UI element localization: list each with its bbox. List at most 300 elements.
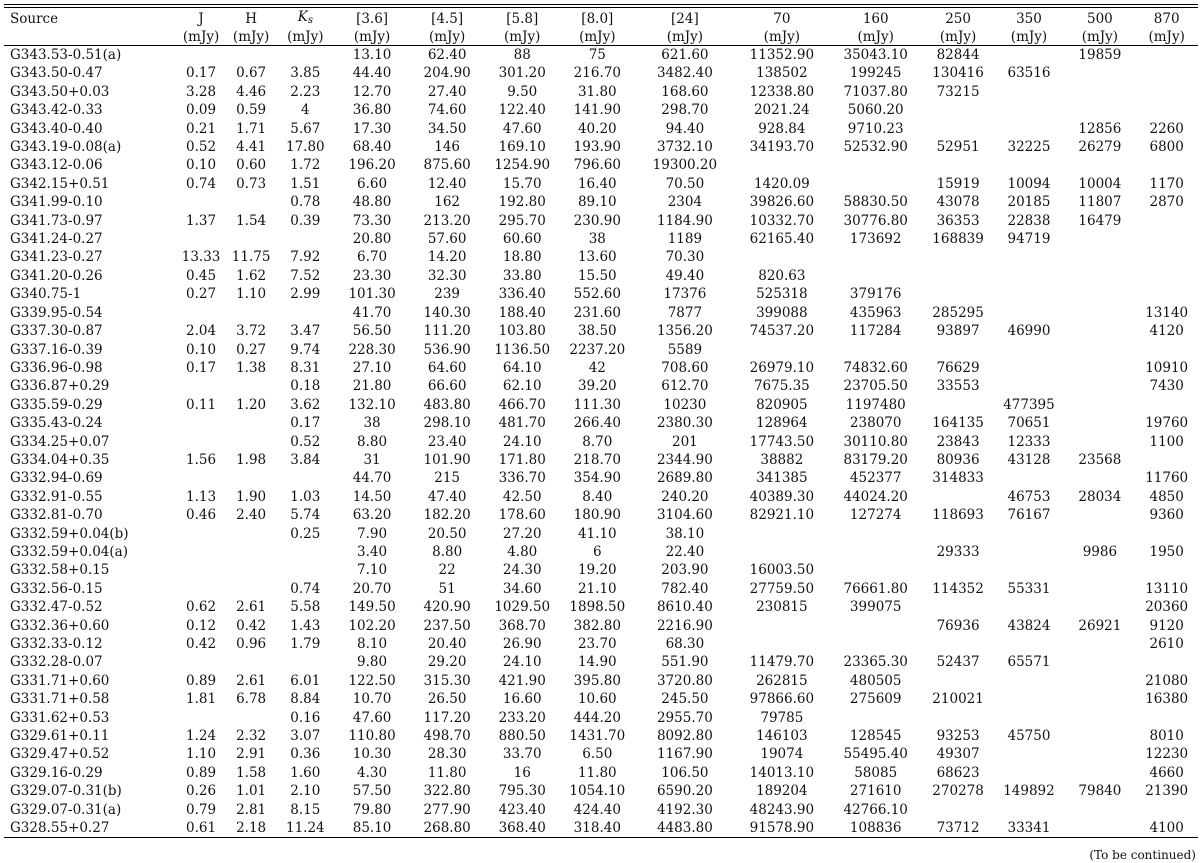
column-unit: (mJy) <box>666 29 704 45</box>
flux-cell <box>1064 285 1135 303</box>
table-row <box>4 764 1198 782</box>
flux-cell: 76167 <box>1007 507 1051 524</box>
flux-cell: 13110 <box>1145 580 1189 597</box>
flux-cell: 314833 <box>932 470 984 487</box>
table-row <box>4 433 1198 451</box>
flux-cell: 74.60 <box>427 102 467 119</box>
flux-cell: 28.30 <box>427 746 467 763</box>
flux-cell: 4.80 <box>507 543 538 560</box>
flux-cell: 14.20 <box>427 249 467 266</box>
flux-cell: 93253 <box>936 728 980 745</box>
flux-cell: 0.96 <box>236 636 267 652</box>
flux-cell: 0.62 <box>186 599 217 616</box>
flux-cell: 7430 <box>1149 378 1184 395</box>
table-row <box>4 285 1198 303</box>
flux-cell: 1029.50 <box>494 599 551 616</box>
flux-cell: 180.90 <box>573 507 621 524</box>
flux-cell: 1.24 <box>186 728 217 745</box>
flux-cell <box>176 709 226 727</box>
flux-cell: 2.23 <box>290 83 321 100</box>
flux-cell: 70.30 <box>665 249 705 266</box>
flux-cell: 17.30 <box>352 120 392 137</box>
flux-cell <box>994 525 1065 543</box>
flux-cell: 8092.80 <box>656 728 713 745</box>
source-cell: G336.96-0.98 <box>10 359 103 376</box>
table-row <box>4 488 1198 506</box>
source-cell: G331.71+0.58 <box>10 691 110 708</box>
column-header: [24] <box>671 11 699 27</box>
flux-cell: 285295 <box>932 304 984 321</box>
flux-cell: 118693 <box>932 507 984 524</box>
flux-cell: 10230 <box>663 396 707 413</box>
flux-cell: 2237.20 <box>569 341 626 358</box>
flux-cell: 23843 <box>936 433 980 450</box>
flux-cell: 551.90 <box>661 654 709 671</box>
photometry-table <box>4 8 1198 837</box>
flux-cell: 17.80 <box>286 139 325 156</box>
flux-cell: 423.40 <box>498 801 546 818</box>
flux-cell: 110.80 <box>348 728 396 745</box>
flux-cell: 238070 <box>849 415 902 432</box>
source-cell: G343.53-0.51(a) <box>10 47 122 63</box>
table-row <box>4 580 1198 598</box>
flux-cell: 230815 <box>756 599 808 616</box>
flux-cell: 2.18 <box>236 820 267 837</box>
flux-cell <box>226 433 276 451</box>
column-header: 870 <box>1153 11 1180 27</box>
flux-cell: 2870 <box>1149 194 1184 211</box>
flux-cell: 43824 <box>1007 617 1051 634</box>
flux-cell: 20360 <box>1145 599 1189 616</box>
flux-cell <box>994 285 1065 303</box>
flux-cell <box>176 543 226 561</box>
flux-cell: 146 <box>434 139 461 156</box>
flux-cell: 51 <box>438 580 456 597</box>
flux-cell: 38882 <box>760 451 804 468</box>
flux-cell: 5.67 <box>290 120 321 137</box>
flux-cell <box>1135 230 1198 248</box>
table-row <box>4 819 1198 837</box>
flux-cell: 322.80 <box>423 783 471 800</box>
flux-cell <box>1135 101 1198 119</box>
column-unit: (mJy) <box>353 29 391 45</box>
source-cell: G342.15+0.51 <box>10 175 110 192</box>
flux-cell: 0.74 <box>186 175 217 192</box>
flux-cell: 4.46 <box>236 83 267 100</box>
flux-cell: 122.40 <box>498 102 546 119</box>
flux-cell: 1.56 <box>186 451 217 468</box>
flux-cell: 7.52 <box>290 267 321 284</box>
flux-cell: 149.50 <box>348 599 396 616</box>
flux-cell: 0.26 <box>186 783 217 800</box>
flux-cell <box>994 304 1065 322</box>
flux-cell: 32.30 <box>427 267 467 284</box>
flux-cell: 0.21 <box>186 120 217 137</box>
flux-cell <box>735 617 829 635</box>
flux-cell: 9710.23 <box>847 120 904 137</box>
flux-cell: 63516 <box>1007 65 1051 82</box>
flux-cell <box>1064 598 1135 616</box>
flux-cell: 12856 <box>1078 120 1122 137</box>
flux-cell: 20185 <box>1007 194 1051 211</box>
table-row <box>4 598 1198 616</box>
flux-cell <box>1135 653 1198 671</box>
flux-cell: 162 <box>434 194 461 211</box>
flux-cell: 4120 <box>1149 323 1184 340</box>
column-unit: (mJy) <box>939 29 977 45</box>
column-header: [3.6] <box>356 11 389 27</box>
flux-cell: 708.60 <box>661 359 709 376</box>
flux-cell <box>1064 322 1135 340</box>
flux-cell: 13.60 <box>577 249 617 266</box>
flux-cell <box>1064 469 1135 487</box>
top-rule <box>4 4 1198 5</box>
flux-cell: 43078 <box>936 194 980 211</box>
flux-cell: 24.10 <box>502 433 542 450</box>
flux-cell: 108836 <box>849 820 902 837</box>
flux-cell: 49.40 <box>665 267 705 284</box>
flux-cell: 70.50 <box>665 175 705 192</box>
table-row <box>4 506 1198 524</box>
flux-cell: 368.70 <box>498 617 546 634</box>
flux-cell <box>923 801 994 819</box>
flux-cell: 421.90 <box>498 672 546 689</box>
flux-cell: 91578.90 <box>749 820 815 837</box>
flux-cell: 477395 <box>1003 396 1055 413</box>
table-row <box>4 690 1198 708</box>
flux-cell: 19.20 <box>577 562 617 579</box>
flux-cell <box>735 156 829 174</box>
flux-cell: 1.90 <box>236 488 267 505</box>
flux-cell: 354.90 <box>573 470 621 487</box>
flux-cell: 6.60 <box>357 175 388 192</box>
flux-cell: 66.60 <box>427 378 467 395</box>
flux-cell: 2344.90 <box>656 451 713 468</box>
source-cell: G329.61+0.11 <box>10 728 110 745</box>
flux-cell <box>829 248 923 266</box>
flux-cell: 19859 <box>1078 47 1122 63</box>
flux-cell <box>1135 46 1198 65</box>
flux-cell <box>226 561 276 579</box>
flux-cell <box>735 543 829 561</box>
flux-cell: 2955.70 <box>656 709 713 726</box>
table-row <box>4 212 1198 230</box>
flux-cell <box>1064 672 1135 690</box>
flux-cell: 23705.50 <box>843 378 908 395</box>
flux-cell: 52532.90 <box>843 139 908 156</box>
flux-cell <box>994 709 1065 727</box>
flux-cell <box>994 377 1065 395</box>
flux-cell: 73.30 <box>352 212 392 229</box>
source-cell: G341.73-0.97 <box>10 212 103 229</box>
flux-cell: 0.78 <box>290 194 321 211</box>
flux-cell: 127274 <box>849 507 902 524</box>
flux-cell <box>1064 801 1135 819</box>
flux-cell: 16380 <box>1145 691 1189 708</box>
flux-cell: 23365.30 <box>843 654 908 671</box>
flux-cell: 189204 <box>756 783 808 800</box>
column-header: 70 <box>773 11 791 27</box>
flux-cell: 68.40 <box>352 139 392 156</box>
column-header: Source <box>10 11 59 27</box>
flux-cell: 128545 <box>849 728 902 745</box>
flux-cell: 782.40 <box>661 580 709 597</box>
flux-cell: 213.20 <box>423 212 471 229</box>
flux-cell <box>226 469 276 487</box>
flux-cell: 266.40 <box>573 415 621 432</box>
flux-cell: 4 <box>301 102 310 119</box>
flux-cell: 30776.80 <box>843 212 908 229</box>
flux-cell: 2216.90 <box>656 617 713 634</box>
flux-cell <box>1064 304 1135 322</box>
flux-cell: 4.41 <box>236 139 267 156</box>
flux-cell <box>1064 267 1135 285</box>
column-unit: (mJy) <box>232 29 270 45</box>
source-cell: G332.59+0.04(b) <box>10 525 129 542</box>
flux-cell <box>1064 525 1135 543</box>
flux-cell <box>923 341 994 359</box>
flux-cell <box>276 469 334 487</box>
flux-cell: 20.50 <box>427 525 467 542</box>
flux-cell <box>994 598 1065 616</box>
flux-cell <box>829 156 923 174</box>
flux-cell: 52951 <box>936 139 980 156</box>
flux-cell: 65571 <box>1007 654 1051 671</box>
flux-cell: 8610.40 <box>656 599 713 616</box>
flux-cell: 11.24 <box>286 820 325 837</box>
flux-cell: 13.33 <box>181 249 221 266</box>
flux-cell: 56.50 <box>352 323 392 340</box>
flux-cell <box>923 635 994 653</box>
column-unit: (mJy) <box>428 29 466 45</box>
flux-cell: 379176 <box>849 286 902 303</box>
flux-cell: 34.60 <box>502 580 542 597</box>
flux-cell <box>1064 359 1135 377</box>
flux-cell <box>1064 83 1135 101</box>
flux-cell: 880.50 <box>498 728 546 745</box>
flux-cell: 141.90 <box>573 102 621 119</box>
flux-cell: 218.70 <box>573 451 621 468</box>
flux-cell <box>923 672 994 690</box>
flux-cell: 1431.70 <box>569 728 626 745</box>
flux-cell: 42 <box>588 359 606 376</box>
flux-cell: 16479 <box>1078 212 1122 229</box>
flux-cell: 6.01 <box>290 672 321 689</box>
flux-cell <box>1135 525 1198 543</box>
flux-cell <box>1135 285 1198 303</box>
flux-cell: 102.20 <box>348 617 396 634</box>
flux-cell: 193.90 <box>573 139 621 156</box>
flux-cell: 27.40 <box>427 83 467 100</box>
flux-cell: 928.84 <box>758 120 806 137</box>
flux-cell <box>923 101 994 119</box>
flux-cell: 5.58 <box>290 599 321 616</box>
flux-cell: 1950 <box>1149 543 1184 560</box>
flux-cell: 2610 <box>1149 636 1184 652</box>
source-cell: G332.36+0.60 <box>10 617 110 634</box>
flux-cell: 4850 <box>1149 488 1184 505</box>
flux-cell: 171.80 <box>498 451 546 468</box>
flux-cell: 3104.60 <box>656 507 713 524</box>
flux-cell: 10.60 <box>577 691 617 708</box>
flux-cell <box>923 156 994 174</box>
flux-cell: 57.60 <box>427 231 467 248</box>
flux-cell: 24.30 <box>502 562 542 579</box>
flux-cell: 3.47 <box>290 323 321 340</box>
flux-cell <box>1064 819 1135 837</box>
flux-cell: 498.70 <box>423 728 471 745</box>
flux-cell: 199245 <box>849 65 902 82</box>
flux-cell: 42766.10 <box>843 801 908 818</box>
flux-cell <box>829 561 923 579</box>
flux-cell: 262815 <box>756 672 808 689</box>
flux-cell <box>1064 101 1135 119</box>
flux-cell: 5589 <box>667 341 703 358</box>
flux-cell: 97866.60 <box>749 691 815 708</box>
flux-cell: 68623 <box>936 764 980 781</box>
table-row <box>4 672 1198 690</box>
header-row-names <box>4 8 1198 29</box>
flux-cell: 117284 <box>849 323 902 340</box>
flux-cell: 7.90 <box>357 525 388 542</box>
flux-cell: 0.45 <box>186 267 217 284</box>
flux-cell <box>829 543 923 561</box>
flux-cell: 382.80 <box>573 617 621 634</box>
flux-cell: 301.20 <box>498 65 546 82</box>
flux-cell: 621.60 <box>661 47 709 63</box>
flux-cell: 245.50 <box>661 691 709 708</box>
flux-cell: 13.10 <box>352 47 392 63</box>
flux-cell: 74832.60 <box>843 359 908 376</box>
flux-cell: 33.70 <box>502 746 542 763</box>
flux-cell: 237.50 <box>423 617 471 634</box>
flux-cell: 23.30 <box>352 267 392 284</box>
flux-cell: 29.20 <box>427 654 467 671</box>
flux-cell: 8010 <box>1149 728 1184 745</box>
flux-cell: 3.85 <box>290 65 321 82</box>
table-row <box>4 709 1198 727</box>
flux-cell: 20.70 <box>352 580 392 597</box>
flux-cell: 0.46 <box>186 507 217 524</box>
flux-cell: 444.20 <box>573 709 621 726</box>
flux-cell: 47.60 <box>502 120 542 137</box>
flux-cell: 201 <box>672 433 698 450</box>
flux-cell: 875.60 <box>423 157 471 174</box>
flux-cell <box>1135 248 1198 266</box>
flux-cell: 14.50 <box>352 488 392 505</box>
flux-cell <box>1135 709 1198 727</box>
flux-cell: 38.50 <box>577 323 617 340</box>
flux-cell: 4.30 <box>357 764 388 781</box>
flux-cell: 0.52 <box>186 139 217 156</box>
flux-cell <box>1064 580 1135 598</box>
flux-cell <box>923 396 994 414</box>
flux-cell: 466.70 <box>498 396 546 413</box>
flux-cell <box>923 709 994 727</box>
source-cell: G332.56-0.15 <box>10 580 103 597</box>
flux-cell: 20.80 <box>352 231 392 248</box>
source-cell: G334.25+0.07 <box>10 433 110 450</box>
table-row <box>4 801 1198 819</box>
flux-cell: 1.60 <box>290 764 321 781</box>
flux-cell <box>994 341 1065 359</box>
flux-cell: 14013.10 <box>749 764 815 781</box>
flux-cell: 0.39 <box>290 212 321 229</box>
source-cell: G341.99-0.10 <box>10 194 103 211</box>
flux-cell: 0.12 <box>186 617 217 634</box>
flux-cell <box>1064 506 1135 524</box>
flux-cell <box>923 267 994 285</box>
flux-cell: 111.20 <box>423 323 471 340</box>
source-cell: G341.23-0.27 <box>10 249 103 266</box>
flux-cell: 0.17 <box>290 415 321 432</box>
flux-cell: 12338.80 <box>749 83 815 100</box>
flux-cell: 8.80 <box>432 543 463 560</box>
flux-cell: 0.52 <box>290 433 321 450</box>
flux-cell: 41.10 <box>577 525 617 542</box>
flux-cell: 8.70 <box>582 433 613 450</box>
source-cell: G329.47+0.52 <box>10 746 110 763</box>
flux-cell <box>1135 396 1198 414</box>
flux-cell: 26.50 <box>427 691 467 708</box>
flux-cell: 44.70 <box>352 470 392 487</box>
flux-cell: 270278 <box>932 783 984 800</box>
flux-cell <box>994 120 1065 138</box>
flux-cell: 1.43 <box>290 617 321 634</box>
table-row <box>4 635 1198 653</box>
flux-cell: 5.74 <box>290 507 321 524</box>
flux-cell <box>1135 83 1198 101</box>
flux-cell: 33.80 <box>502 267 542 284</box>
flux-cell: 0.42 <box>236 617 267 634</box>
flux-cell <box>1064 230 1135 248</box>
flux-cell <box>226 414 276 432</box>
flux-cell: 1.37 <box>186 212 217 229</box>
flux-cell: 46990 <box>1007 323 1051 340</box>
flux-cell: 34193.70 <box>749 139 815 156</box>
flux-cell <box>1064 248 1135 266</box>
flux-cell: 1.10 <box>186 746 217 763</box>
flux-cell: 336.40 <box>498 286 546 303</box>
flux-cell: 1.72 <box>290 157 321 174</box>
flux-cell: 0.17 <box>186 359 217 376</box>
table-row <box>4 322 1198 340</box>
flux-cell <box>994 745 1065 763</box>
flux-cell <box>1135 561 1198 579</box>
flux-cell <box>1064 64 1135 82</box>
flux-cell: 24.10 <box>502 654 542 671</box>
flux-cell: 3.40 <box>357 543 388 560</box>
flux-cell: 336.70 <box>498 470 546 487</box>
flux-cell: 169.10 <box>498 139 546 156</box>
flux-cell <box>994 359 1065 377</box>
flux-cell: 1054.10 <box>569 783 626 800</box>
flux-cell <box>923 285 994 303</box>
flux-cell: 2.10 <box>290 783 321 800</box>
flux-cell <box>994 543 1065 561</box>
flux-cell: 1.58 <box>236 764 267 781</box>
flux-cell <box>994 672 1065 690</box>
flux-cell <box>923 120 994 138</box>
flux-cell: 16 <box>513 764 531 781</box>
table-row <box>4 561 1198 579</box>
flux-cell <box>276 561 334 579</box>
flux-cell: 26279 <box>1078 139 1122 156</box>
flux-cell <box>1064 745 1135 763</box>
flux-cell: 52437 <box>936 654 980 671</box>
flux-cell <box>1064 414 1135 432</box>
flux-cell: 1.03 <box>290 488 321 505</box>
